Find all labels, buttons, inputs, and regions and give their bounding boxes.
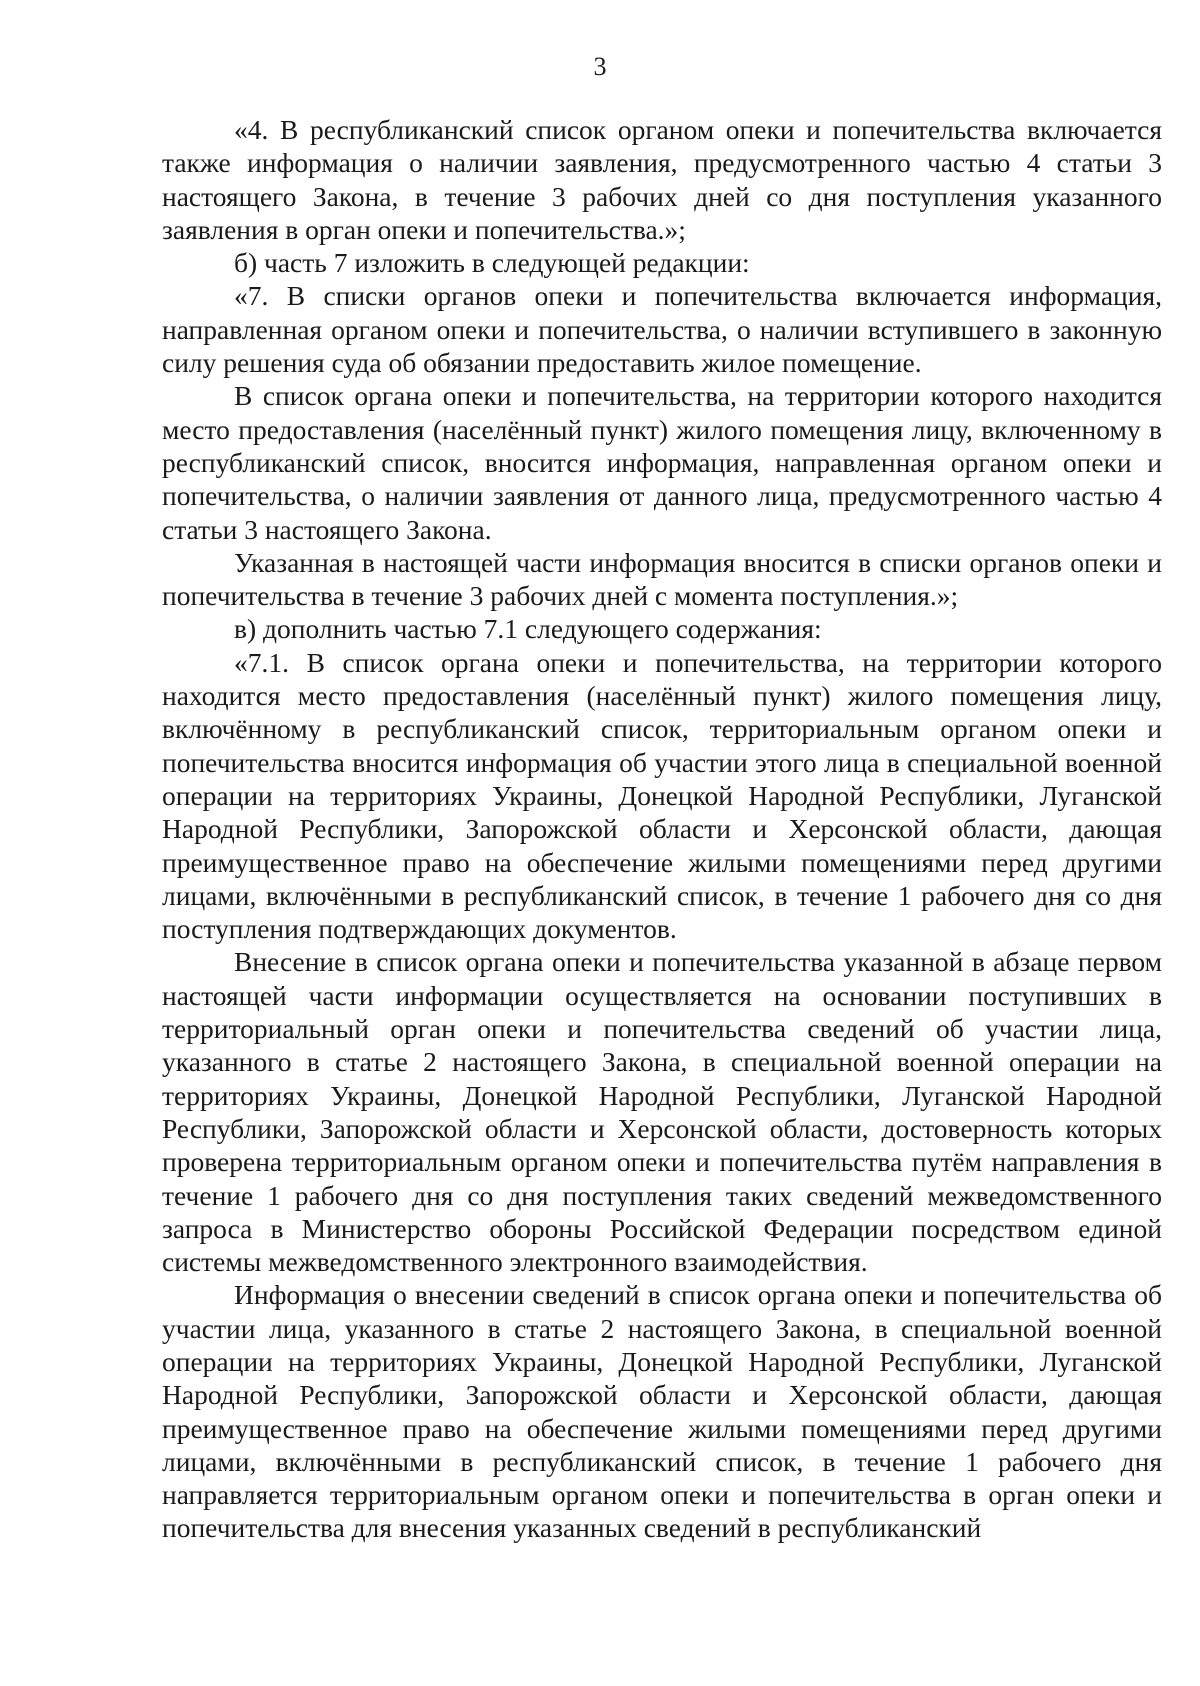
paragraph-item-7-lists: «7. В списки органов опеки и попечительства включается информация, направленная органом опеки и попечительства, о наличии вступившего в законную силу решения суда об обязании предоставить жилое помещение.: [162, 280, 1162, 379]
paragraph-item-4-inclusion: «4. В республиканский список органом опеки и попечительства включается также информация о наличии заявления, предусмотренного частью 4 статьи 3 настоящего Закона, в течение 3 рабочих дней со дня поступления указанного заявления в орган опеки и попечительства.»;: [162, 114, 1162, 245]
page-number: 3: [593, 52, 607, 81]
paragraph-item-7-second: В список органа опеки и попечительства, на территории которого находится место предоставления (населённый пункт) жилого помещения лицу, включенному в республиканский список, вносится информация, направленная органом опеки и попечительства, о наличии заявления от данного лица, предусмотренного частью 4 статьи 3 настоящего Закона.: [162, 380, 1162, 545]
paragraph-item-7-1-third: Информация о внесении сведений в список органа опеки и попечительства об участии лица, указанного в статье 2 настоящего Закона, в специальной военной операции на территориях Украины, Донецкой Народной Республики, Луганской Народной Республики, Запорожской области и Херсонской области, дающая преимущественное право на обеспечение жилыми помещениями перед другими лицами, включёнными в республиканский список, в течение 1 рабочего дня направляется территориальным органом опеки и попечительства в орган опеки и попечительства для внесения указанных сведений в республиканский: [162, 1279, 1162, 1544]
paragraph-item-7-1-second: Внесение в список органа опеки и попечительства указанной в абзаце первом настоящей части информации осуществляется на основании поступивших в территориальный орган опеки и попечительства сведений об участии лица, указанного в статье 2 настоящего Закона, в специальной военной операции на территориях Украины, Донецкой Народной Республики, Луганской Народной Республики, Запорожской области и Херсонской области, достоверность которых проверена территориальным органом опеки и попечительства путём направления в течение 1 рабочего дня со дня поступления таких сведений межведомственного запроса в Министерство обороны Российской Федерации посредством единой системы межведомственного электронного взаимодействия.: [162, 946, 1162, 1278]
paragraph-subpoint-v: в) дополнить частью 7.1 следующего содержания:: [234, 613, 822, 645]
paragraph-item-7-1: «7.1. В список органа опеки и попечительства, на территории которого находится место предоставления (населённый пункт) жилого помещения лицу, включённому в республиканский список, территориальным органом опеки и попечительства вносится информация об участии этого лица в специальной военной операции на территориях Украины, Донецкой Народной Республики, Луганской Народной Республики, Запорожской области и Херсонской области, дающая преимущественное право на обеспечение жилыми помещениями перед другими лицами, включёнными в республиканский список, в течение 1 рабочего дня со дня поступления подтверждающих документов.: [162, 646, 1162, 945]
document-body: [162, 113, 1162, 1545]
paragraph-item-7-third: Указанная в настоящей части информация вносится в списки органов опеки и попечительства в течение 3 рабочих дней с момента поступления.»;: [162, 546, 1162, 612]
paragraph-subpoint-b: б) часть 7 изложить в следующей редакции:: [234, 247, 750, 279]
